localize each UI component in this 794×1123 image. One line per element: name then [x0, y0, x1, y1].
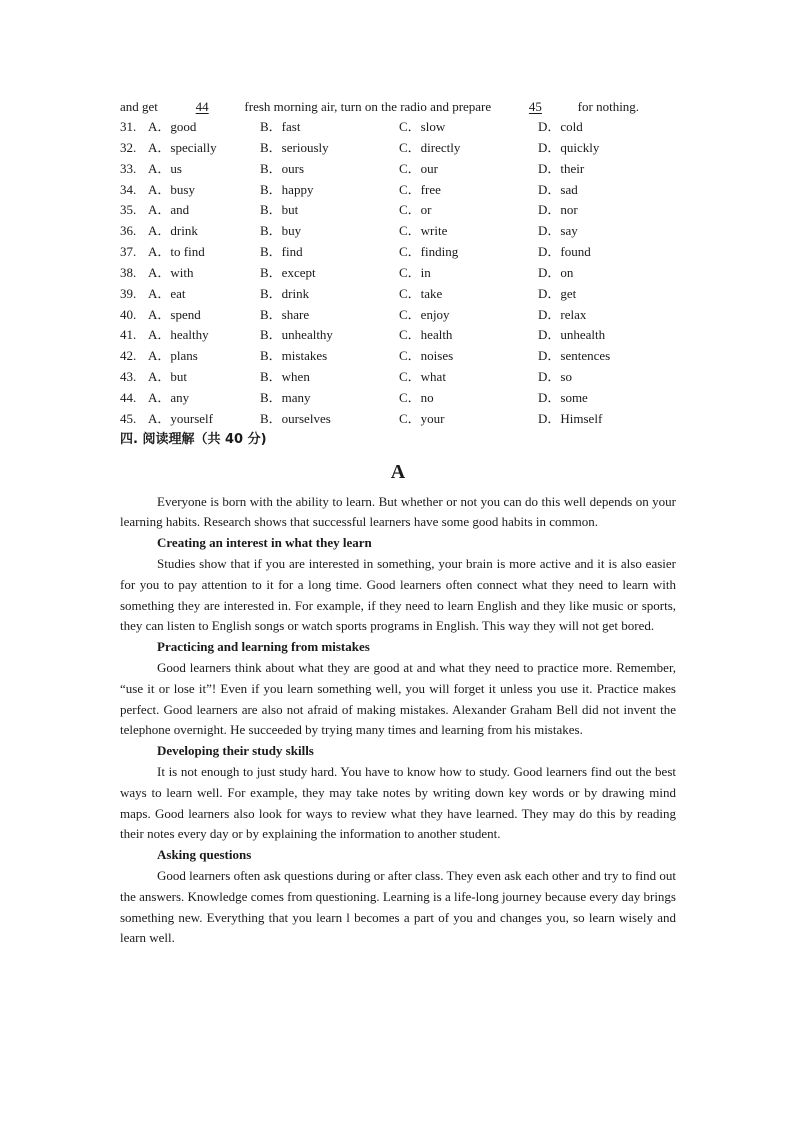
option-a: A．healthy	[148, 327, 209, 343]
cloze-final-line	[120, 97, 676, 117]
option-a: A．yourself	[148, 410, 213, 426]
option-row	[120, 180, 676, 201]
question-number: 39.	[120, 285, 137, 301]
option-a: A．drink	[148, 223, 198, 239]
option-c: C．enjoy	[399, 306, 450, 322]
option-a: A．and	[148, 202, 190, 218]
question-number: 37.	[120, 244, 137, 260]
option-d: D．quickly	[538, 139, 600, 155]
option-d: D．sentences	[538, 348, 611, 364]
option-b: B．except	[260, 264, 316, 280]
option-b: B．when	[260, 369, 310, 385]
option-d: D．say	[538, 223, 578, 239]
question-number: 45.	[120, 410, 137, 426]
option-row	[120, 117, 676, 138]
option-c: C．no	[399, 389, 434, 405]
option-d: D．get	[538, 285, 577, 301]
option-row	[120, 284, 676, 305]
option-a: A．good	[148, 119, 197, 134]
option-row	[120, 409, 676, 430]
line-middle: fresh morning air, turn on the radio and prepare	[244, 99, 492, 114]
option-a: A．spend	[148, 306, 201, 322]
option-c: C．take	[399, 285, 443, 301]
question-number: 34.	[120, 181, 137, 197]
option-a: A．plans	[148, 348, 198, 364]
option-d: D．so	[538, 369, 572, 385]
paragraph-practice: Good learners think about what they are good at and what they need to practice more. Remember, “use it or lose it”! Even if you learn something well, you will forget it unless you use it. Practice makes perfect. Good learners are also not afraid of making mistakes. Alexander Graham Bell did not invent the telephone overnight. He succeeded by trying many times and learning from his mistakes.	[120, 660, 676, 738]
question-number: 38.	[120, 264, 137, 280]
heading-interest: Creating an interest in what they learn	[157, 535, 372, 551]
question-number: 43.	[120, 369, 137, 385]
option-row	[120, 263, 676, 284]
option-a: A．to find	[148, 244, 205, 260]
option-row	[120, 138, 676, 159]
option-b: B．mistakes	[260, 348, 328, 364]
option-b: B．ours	[260, 160, 305, 176]
option-c: C．free	[399, 181, 441, 197]
option-a: A．busy	[148, 181, 195, 197]
option-c: C．directly	[399, 139, 461, 155]
option-d: D．relax	[538, 306, 587, 322]
option-d: D．found	[538, 244, 591, 260]
question-number: 41.	[120, 327, 137, 343]
option-row	[120, 346, 676, 367]
question-number: 44.	[120, 389, 137, 405]
option-a: A．eat	[148, 285, 186, 301]
question-number: 32.	[120, 139, 137, 155]
option-c: C．our	[399, 160, 439, 176]
option-c: C．or	[399, 202, 432, 218]
option-c: C．in	[399, 264, 431, 280]
option-c: C．your	[399, 410, 445, 426]
question-number: 31.	[120, 119, 137, 134]
option-b: B．happy	[260, 181, 314, 197]
option-b: B．but	[260, 202, 299, 218]
question-number: 40.	[120, 306, 137, 322]
option-c: C．health	[399, 327, 453, 343]
option-row	[120, 325, 676, 346]
question-number: 36.	[120, 223, 137, 239]
option-d: D．on	[538, 264, 574, 280]
line-prefix: and get	[120, 99, 158, 114]
option-a: A．any	[148, 389, 190, 405]
option-row	[120, 242, 676, 263]
line-suffix: for nothing.	[577, 99, 640, 114]
option-c: C．slow	[399, 119, 446, 134]
heading-study-skills: Developing their study skills	[157, 743, 314, 759]
option-a: A．specially	[148, 139, 217, 155]
option-a: A．us	[148, 160, 182, 176]
option-b: B．find	[260, 244, 303, 260]
blank-44: 44	[195, 99, 209, 114]
option-c: C．finding	[399, 244, 459, 260]
passage-intro: Everyone is born with the ability to learn. But whether or not you can do this well depends on your learning habits. Research shows that successful learners have some good habits in common.	[120, 493, 676, 530]
option-d: D．cold	[538, 119, 583, 134]
heading-practice: Practicing and learning from mistakes	[157, 639, 370, 655]
option-d: D．nor	[538, 202, 578, 218]
option-a: A．with	[148, 264, 194, 280]
question-number: 42.	[120, 348, 137, 364]
question-number: 35.	[120, 202, 137, 218]
paragraph-questions: Good learners often ask questions during or after class. They even ask each other and try to find out the answers. Knowledge comes from questioning. Learning is a life-long journey because every day brings something new. Everything that you learn l becomes a part of you and changes you, so learn wisely and learn well.	[120, 868, 676, 946]
option-row	[120, 388, 676, 409]
option-b: B．ourselves	[260, 410, 331, 426]
option-c: C．what	[399, 369, 446, 385]
option-b: B．drink	[260, 285, 310, 301]
option-b: B．unhealthy	[260, 327, 333, 343]
option-d: D．sad	[538, 181, 578, 197]
question-number: 33.	[120, 160, 137, 176]
document-page	[120, 97, 676, 949]
option-a: A．but	[148, 369, 188, 385]
option-row	[120, 221, 676, 242]
option-d: D．unhealth	[538, 327, 606, 343]
option-row	[120, 305, 676, 326]
option-d: D．their	[538, 160, 585, 176]
option-b: B．fast	[260, 119, 301, 134]
paragraph-interest: Studies show that if you are interested in something, your brain is more active and it is also easier for you to pay attention to it for a long time. Good learners often connect what they need to learn with something they are interested in. For example, if they need to learn English and they like music or sports, they can listen to English songs or watch sports programs in English. This way they will not get bored.	[120, 556, 676, 634]
blank-45: 45	[528, 99, 542, 114]
option-b: B．seriously	[260, 139, 329, 155]
option-d: D．some	[538, 389, 588, 405]
paragraph-study-skills: It is not enough to just study hard. You have to know how to study. Good learners find out the best ways to learn well. For example, they may take notes by writing down key words or by drawing mind maps. Good learners also look for ways to review what they have learned. They may do this by reading their notes every day or by explaining the information to another student.	[120, 764, 676, 842]
option-row	[120, 367, 676, 388]
option-b: B．buy	[260, 223, 302, 239]
option-c: C．write	[399, 223, 448, 239]
options-list	[120, 117, 676, 430]
option-d: D．Himself	[538, 410, 603, 426]
section-title: 四. 阅读理解（共 40 分)	[120, 431, 267, 447]
heading-questions: Asking questions	[157, 847, 252, 863]
option-b: B．share	[260, 306, 310, 322]
passage-title: A	[390, 460, 406, 483]
option-b: B．many	[260, 389, 311, 405]
option-row	[120, 159, 676, 180]
option-row	[120, 200, 676, 221]
option-c: C．noises	[399, 348, 454, 364]
